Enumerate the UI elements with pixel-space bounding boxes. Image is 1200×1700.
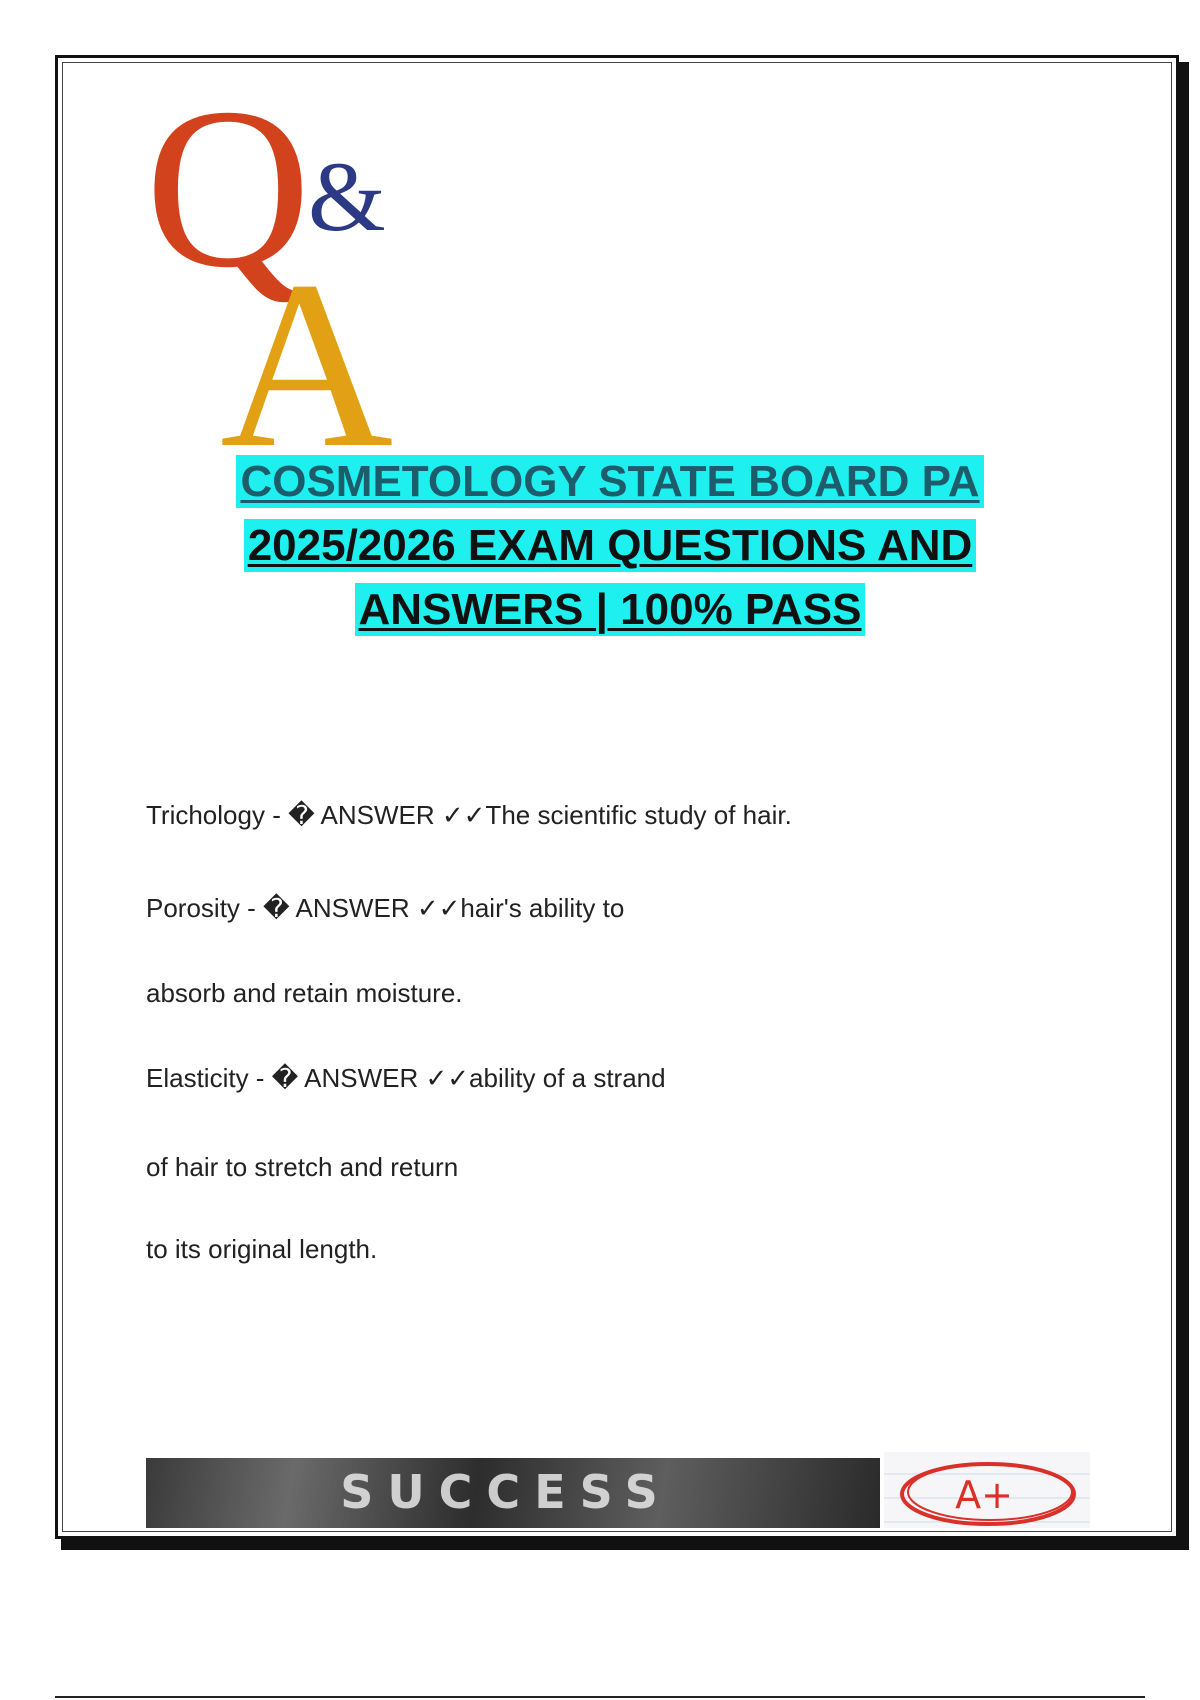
qa-elasticity-cont-1: of hair to stretch and return [146,1152,459,1182]
document-title [150,450,1070,642]
grade-text: A+ [955,1473,1013,1517]
success-banner-text: SUCCESS [340,1465,672,1519]
success-banner-image [146,1458,880,1528]
title-line-3: ANSWERS | 100% PASS [150,578,1070,642]
logo-q-letter: Q [145,70,312,315]
grade-image [884,1452,1090,1528]
qa-elasticity: Elasticity - � ANSWER ✓✓ability of a strand [146,1063,666,1093]
qa-logo [140,70,420,450]
logo-a-letter: A [220,231,394,450]
qa-porosity: Porosity - � ANSWER ✓✓hair's ability to [146,893,625,923]
title-line-1: COSMETOLOGY STATE BOARD PA [150,450,1070,514]
logo-ampersand: & [308,141,386,252]
qa-elasticity-cont-2: to its original length. [146,1234,378,1264]
title-line-2: 2025/2026 EXAM QUESTIONS AND [150,514,1070,578]
bottom-divider [55,1696,1145,1698]
qa-trichology: Trichology - � ANSWER ✓✓The scientific study of hair. [146,800,792,830]
qa-porosity-cont: absorb and retain moisture. [146,978,463,1008]
